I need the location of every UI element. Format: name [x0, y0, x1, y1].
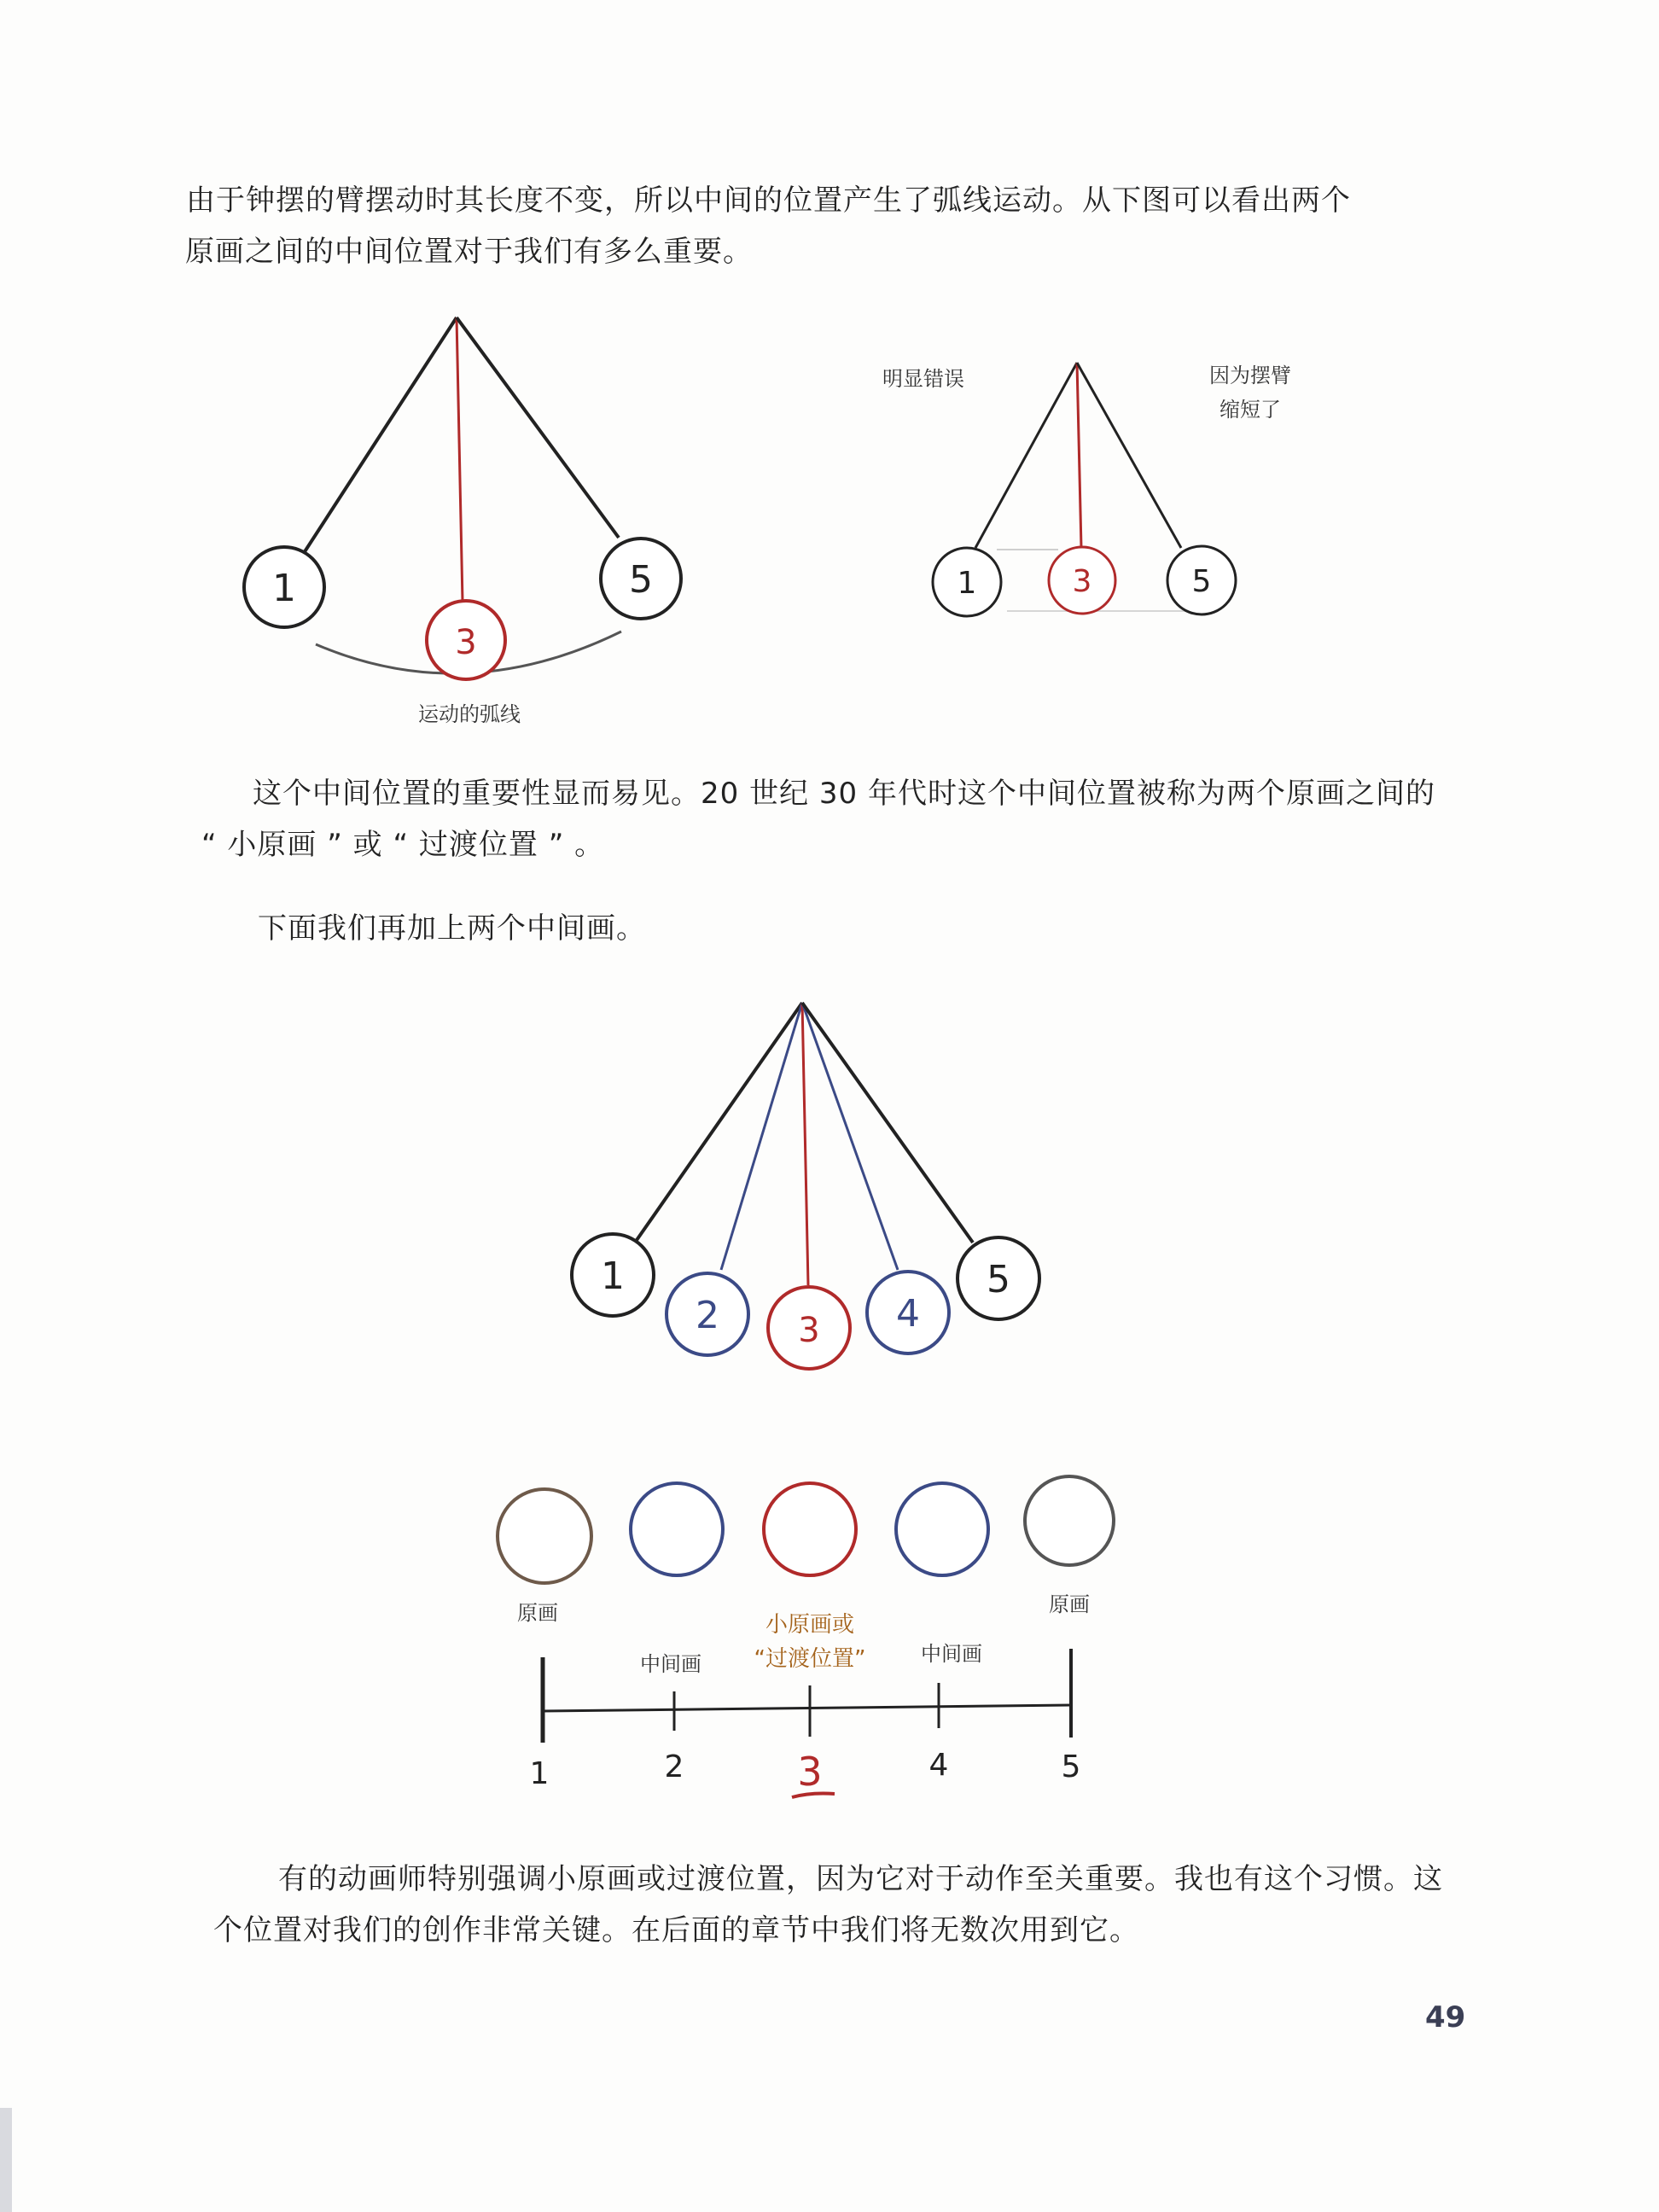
ball-3-label: 3: [1072, 564, 1092, 599]
ball-3-label: 3: [798, 1311, 820, 1350]
pendulum-arm-3: [802, 1003, 808, 1285]
paragraph-4-line-2: 个位置对我们的创作非常关键。在后面的章节中我们将无数次用到它。: [213, 1913, 1139, 1947]
chart-ball-4: [896, 1483, 988, 1575]
tick-label-5: 5: [1061, 1749, 1081, 1784]
figure-pendulum-arc: [244, 317, 681, 726]
paragraph-3-line-1: 下面我们再加上两个中间画。: [258, 911, 646, 946]
ball-2-label: 2: [696, 1294, 719, 1337]
pendulum-arm-left: [304, 317, 457, 553]
pendulum-arm-5: [802, 1003, 973, 1243]
tick-label-4: 4: [928, 1748, 949, 1783]
ball-5-label: 5: [987, 1258, 1010, 1301]
pendulum-arm-right: [1077, 363, 1181, 548]
chart-ball-5: [1025, 1476, 1114, 1565]
ball-3-label: 3: [455, 623, 477, 662]
figure-pendulum-wrong: [882, 363, 1291, 616]
chart-ball-2: [631, 1483, 723, 1575]
pendulum-arm-right: [457, 317, 619, 538]
label-key-right: 原画: [1049, 1592, 1090, 1616]
ball-1-label: 1: [957, 566, 977, 601]
ball-5-label: 5: [1191, 564, 1212, 599]
paragraph-1-line-1: 由于钟摆的臂摆动时其长度不变，所以中间的位置产生了弧线运动。从下图可以看出两个: [186, 183, 1351, 218]
ball-4-label: 4: [896, 1292, 920, 1336]
tick-label-3: 3: [797, 1749, 823, 1795]
pendulum-arm-4: [802, 1003, 898, 1270]
label-inbetween-left: 中间画: [640, 1652, 701, 1676]
paragraph-2-line-1: 这个中间位置的重要性显而易见。20 世纪 30 年代时这个中间位置被称为两个原画之间的: [253, 777, 1435, 811]
paragraph-2-line-2: “ 小原画 ” 或 “ 过渡位置 ” 。: [201, 828, 605, 862]
timeline-axis: [543, 1705, 1071, 1711]
arc-label: 运动的弧线: [418, 702, 521, 726]
ball-5-label: 5: [629, 558, 653, 602]
figure-pendulum-five: [572, 1003, 1039, 1369]
chart-ball-1: [498, 1489, 591, 1583]
note-arm-shortened-2: 缩短了: [1220, 398, 1281, 422]
label-breakdown-2: “过渡位置”: [754, 1646, 866, 1672]
pendulum-arm-2: [721, 1003, 802, 1270]
label-key-left: 原画: [517, 1601, 558, 1625]
paragraph-4-line-1: 有的动画师特别强调小原画或过渡位置，因为它对于动作至关重要。我也有这个习惯。这: [278, 1862, 1443, 1896]
tick-label-2: 2: [664, 1749, 684, 1784]
pendulum-arm-left: [975, 363, 1077, 548]
label-inbetween-right: 中间画: [921, 1642, 982, 1666]
ball-1-label: 1: [272, 567, 296, 610]
chart-ball-3: [764, 1483, 856, 1575]
page-number: 49: [1425, 2000, 1466, 2034]
label-breakdown-1: 小原画或: [765, 1612, 855, 1638]
note-arm-shortened-1: 因为摆臂: [1209, 364, 1291, 387]
note-wrong: 明显错误: [882, 367, 964, 391]
ball-1-label: 1: [601, 1254, 625, 1298]
binder-edge: [0, 2108, 12, 2212]
pendulum-arm-center: [457, 317, 463, 602]
pendulum-arm-center: [1077, 363, 1081, 548]
figure-timing-chart: [498, 1476, 1114, 1797]
paragraph-1-line-2: 原画之间的中间位置对于我们有多么重要。: [185, 235, 753, 269]
pendulum-arm-1: [635, 1003, 802, 1243]
tick-label-1: 1: [529, 1756, 550, 1791]
